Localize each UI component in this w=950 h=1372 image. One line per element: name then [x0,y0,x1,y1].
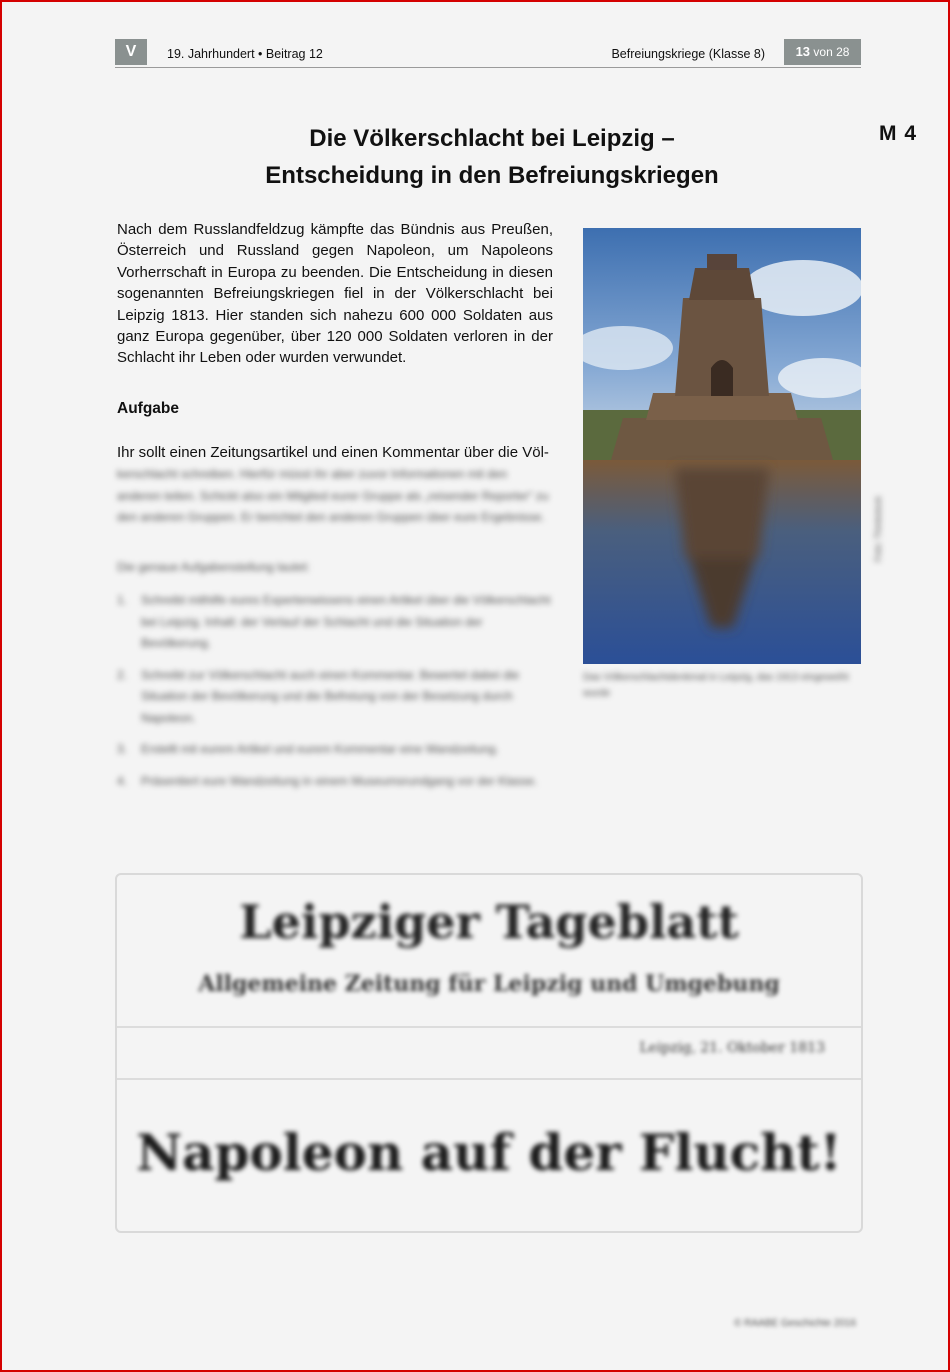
task-blurred-text: kerschlacht schreiben. Hierfür müsst ihr aber zuvor Informationen mit den anderen teilen. Schickt also ein Mitglied eurer Gruppe als „reisender Reporter“ zu den anderen Gruppen. Er berichtet den anderen Gruppen über eure Ergebnisse. [117,467,549,524]
page-header [115,39,861,68]
newspaper-subtitle: Allgemeine Zeitung für Leipzig und Umgebung [198,971,780,997]
task-first-line: Ihr sollt einen Zeitungsartikel und einen Kommentar über die Völ- [117,444,549,461]
series-label: 19. Jahrhundert • Beitrag 12 [167,47,323,61]
list-item-text: Präsentiert eure Wandzeitung in einem Museumsrundgang vor der Klasse. [141,773,538,788]
task-heading: Aufgabe [117,400,179,417]
monument-photo [583,228,861,664]
newspaper-template [115,873,863,1233]
page-number [784,39,861,65]
list-item-number: 4. [117,773,128,788]
photo-credit: Foto: Thinkstock [873,496,883,562]
newspaper-date: Leipzig, 21. Oktober 1813 [639,1040,825,1056]
list-item [117,739,553,761]
newspaper-headline: Napoleon auf der Flucht! [136,1123,842,1182]
material-label: M 4 [879,122,918,145]
intro-paragraph: Nach dem Russlandfeldzug kämpfte das Bündnis aus Preußen, Österreich und Russland gegen Napoleon, um Napoleons Vorherrschaft in Europa zu beenden. Die Entscheidung in diesen sogenannten Befreiungskriegen fiel in der Völkerschlacht bei Leipzig 1813. Hier standen sich nahezu 600 000 Soldaten aus ganz Europa gegenüber, über 120 000 Soldaten verloren in der Schlacht ihr Leben oder wurden verwundet. [117,221,553,367]
page-title [162,120,822,194]
unit-label: Befreiungskriege (Klasse 8) [611,47,765,61]
list-item [117,771,553,793]
page-current: 13 [795,44,811,59]
newspaper-divider [117,1078,861,1080]
list-item [117,665,553,730]
publisher-logo: V [115,39,147,65]
title-line-2: Entscheidung in den Befreiungskriegen [265,162,719,189]
photo-caption: Das Völkerschlachtdenkmal in Leipzig, das 1913 eingeweiht wurde [583,672,849,699]
monument-illustration [583,228,861,664]
newspaper-divider [117,1026,861,1028]
list-item-number: 1. [117,593,128,607]
list-item-text: Schreibt mithilfe eures Expertenwissens einen Artikel über die Völkerschlacht bei Leipzig. Inhalt: der Verlauf der Schlacht und die Situation der Bevölkerung. [141,593,551,650]
title-line-1: Die Völkerschlacht bei Leipzig – [309,125,675,152]
page-total: von 28 [813,45,850,59]
task-subheading: Die genaue Aufgabenstellung lautet: [117,560,310,574]
copyright-footer: © RAABE Geschichte 2016 [734,1318,856,1329]
list-item-number: 3. [117,742,128,756]
list-item-text: Erstellt mit eurem Artikel und eurem Kommentar eine Wandzeitung. [141,742,499,756]
list-item [117,590,553,655]
list-item-number: 2. [117,667,128,682]
list-item-text: Schreibt zur Völkerschlacht auch einen Kommentar. Bewertet dabei die Situation der Bevölkerung und die Befreiung von der Besetzung durch Napoleon. [141,667,520,725]
newspaper-name: Leipziger Tageblatt [239,895,739,949]
task-list [117,590,553,802]
